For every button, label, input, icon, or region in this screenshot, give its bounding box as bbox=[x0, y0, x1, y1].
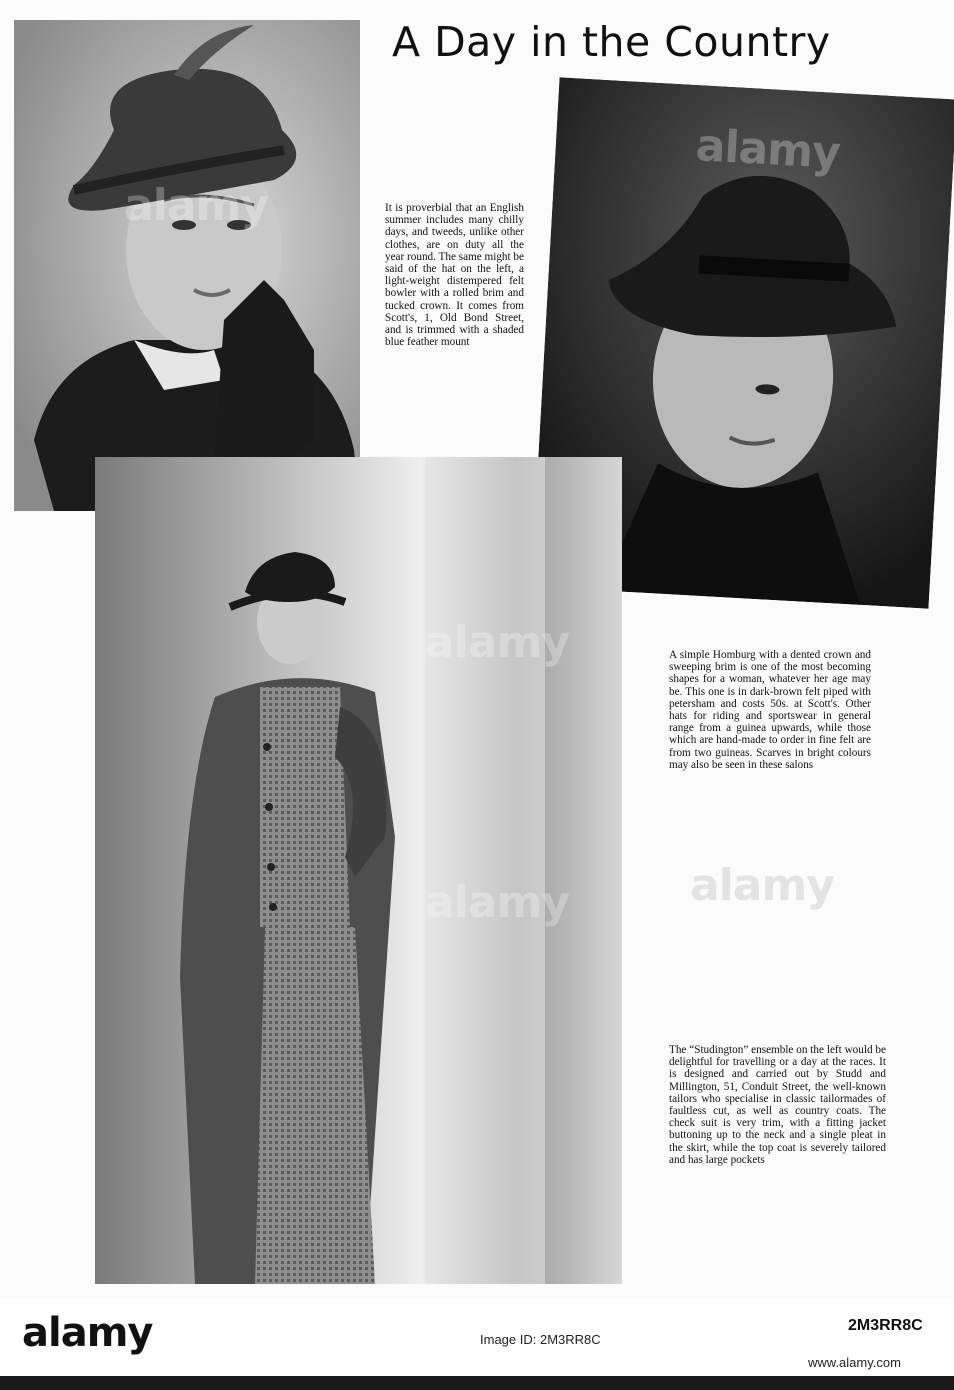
article-title: A Day in the Country bbox=[392, 18, 831, 66]
caption-ensemble: The “Studington” ensemble on the left would be delightful for travelling or a day at the races. It is designed and carried out by Studd and Millington, 51, Conduit Street, the well-known tailors who specialise in classic tailormades of faultless cut, as well as country coats. The check suit is very trim, with a fitting jacket buttoning up to the neck and a single pleat in the skirt, while the top coat is severely tailored and has large pockets bbox=[669, 1044, 886, 1166]
watermark-text: alamy bbox=[694, 120, 842, 180]
watermark-text: alamy bbox=[425, 877, 569, 928]
watermark-text: alamy bbox=[124, 180, 268, 231]
site-link[interactable]: www.alamy.com bbox=[808, 1355, 901, 1370]
caption-homburg: A simple Homburg with a dented crown and sweeping brim is one of the most becoming shapes for a woman, whatever her age may be. This one is in dark-brown felt piped with petersham and costs 50s. at Scott's. Other hats for riding and sportswear in general range from a guinea upwards, while those which are hand-made to order in fine felt are from two guineas. Scarves in bright colours may also be seen in these salons bbox=[669, 649, 871, 771]
portrait-illustration bbox=[14, 20, 360, 511]
image-id-label: Image ID: 2M3RR8C bbox=[480, 1332, 601, 1347]
watermark-text: alamy bbox=[690, 860, 834, 911]
image-code: 2M3RR8C bbox=[848, 1317, 923, 1334]
alamy-logo[interactable]: alamy bbox=[22, 1310, 153, 1356]
photo-ensemble bbox=[95, 457, 622, 1284]
footer-bar bbox=[0, 1376, 954, 1390]
caption-bowler: It is proverbial that an English summer includes many chilly days, and tweeds, unlike other clothes, are on duty all the year round. The same might be said of the hat on the left, a light-weight distempered felt bowler with a rolled brim and tucked crown. It comes from Scott's, 1, Old Bond Street, and is trimmed with a shaded blue feather mount bbox=[385, 202, 524, 349]
full-length-illustration bbox=[95, 457, 622, 1284]
watermark-text: alamy bbox=[425, 617, 569, 668]
photo-feathered-bowler bbox=[14, 20, 360, 511]
